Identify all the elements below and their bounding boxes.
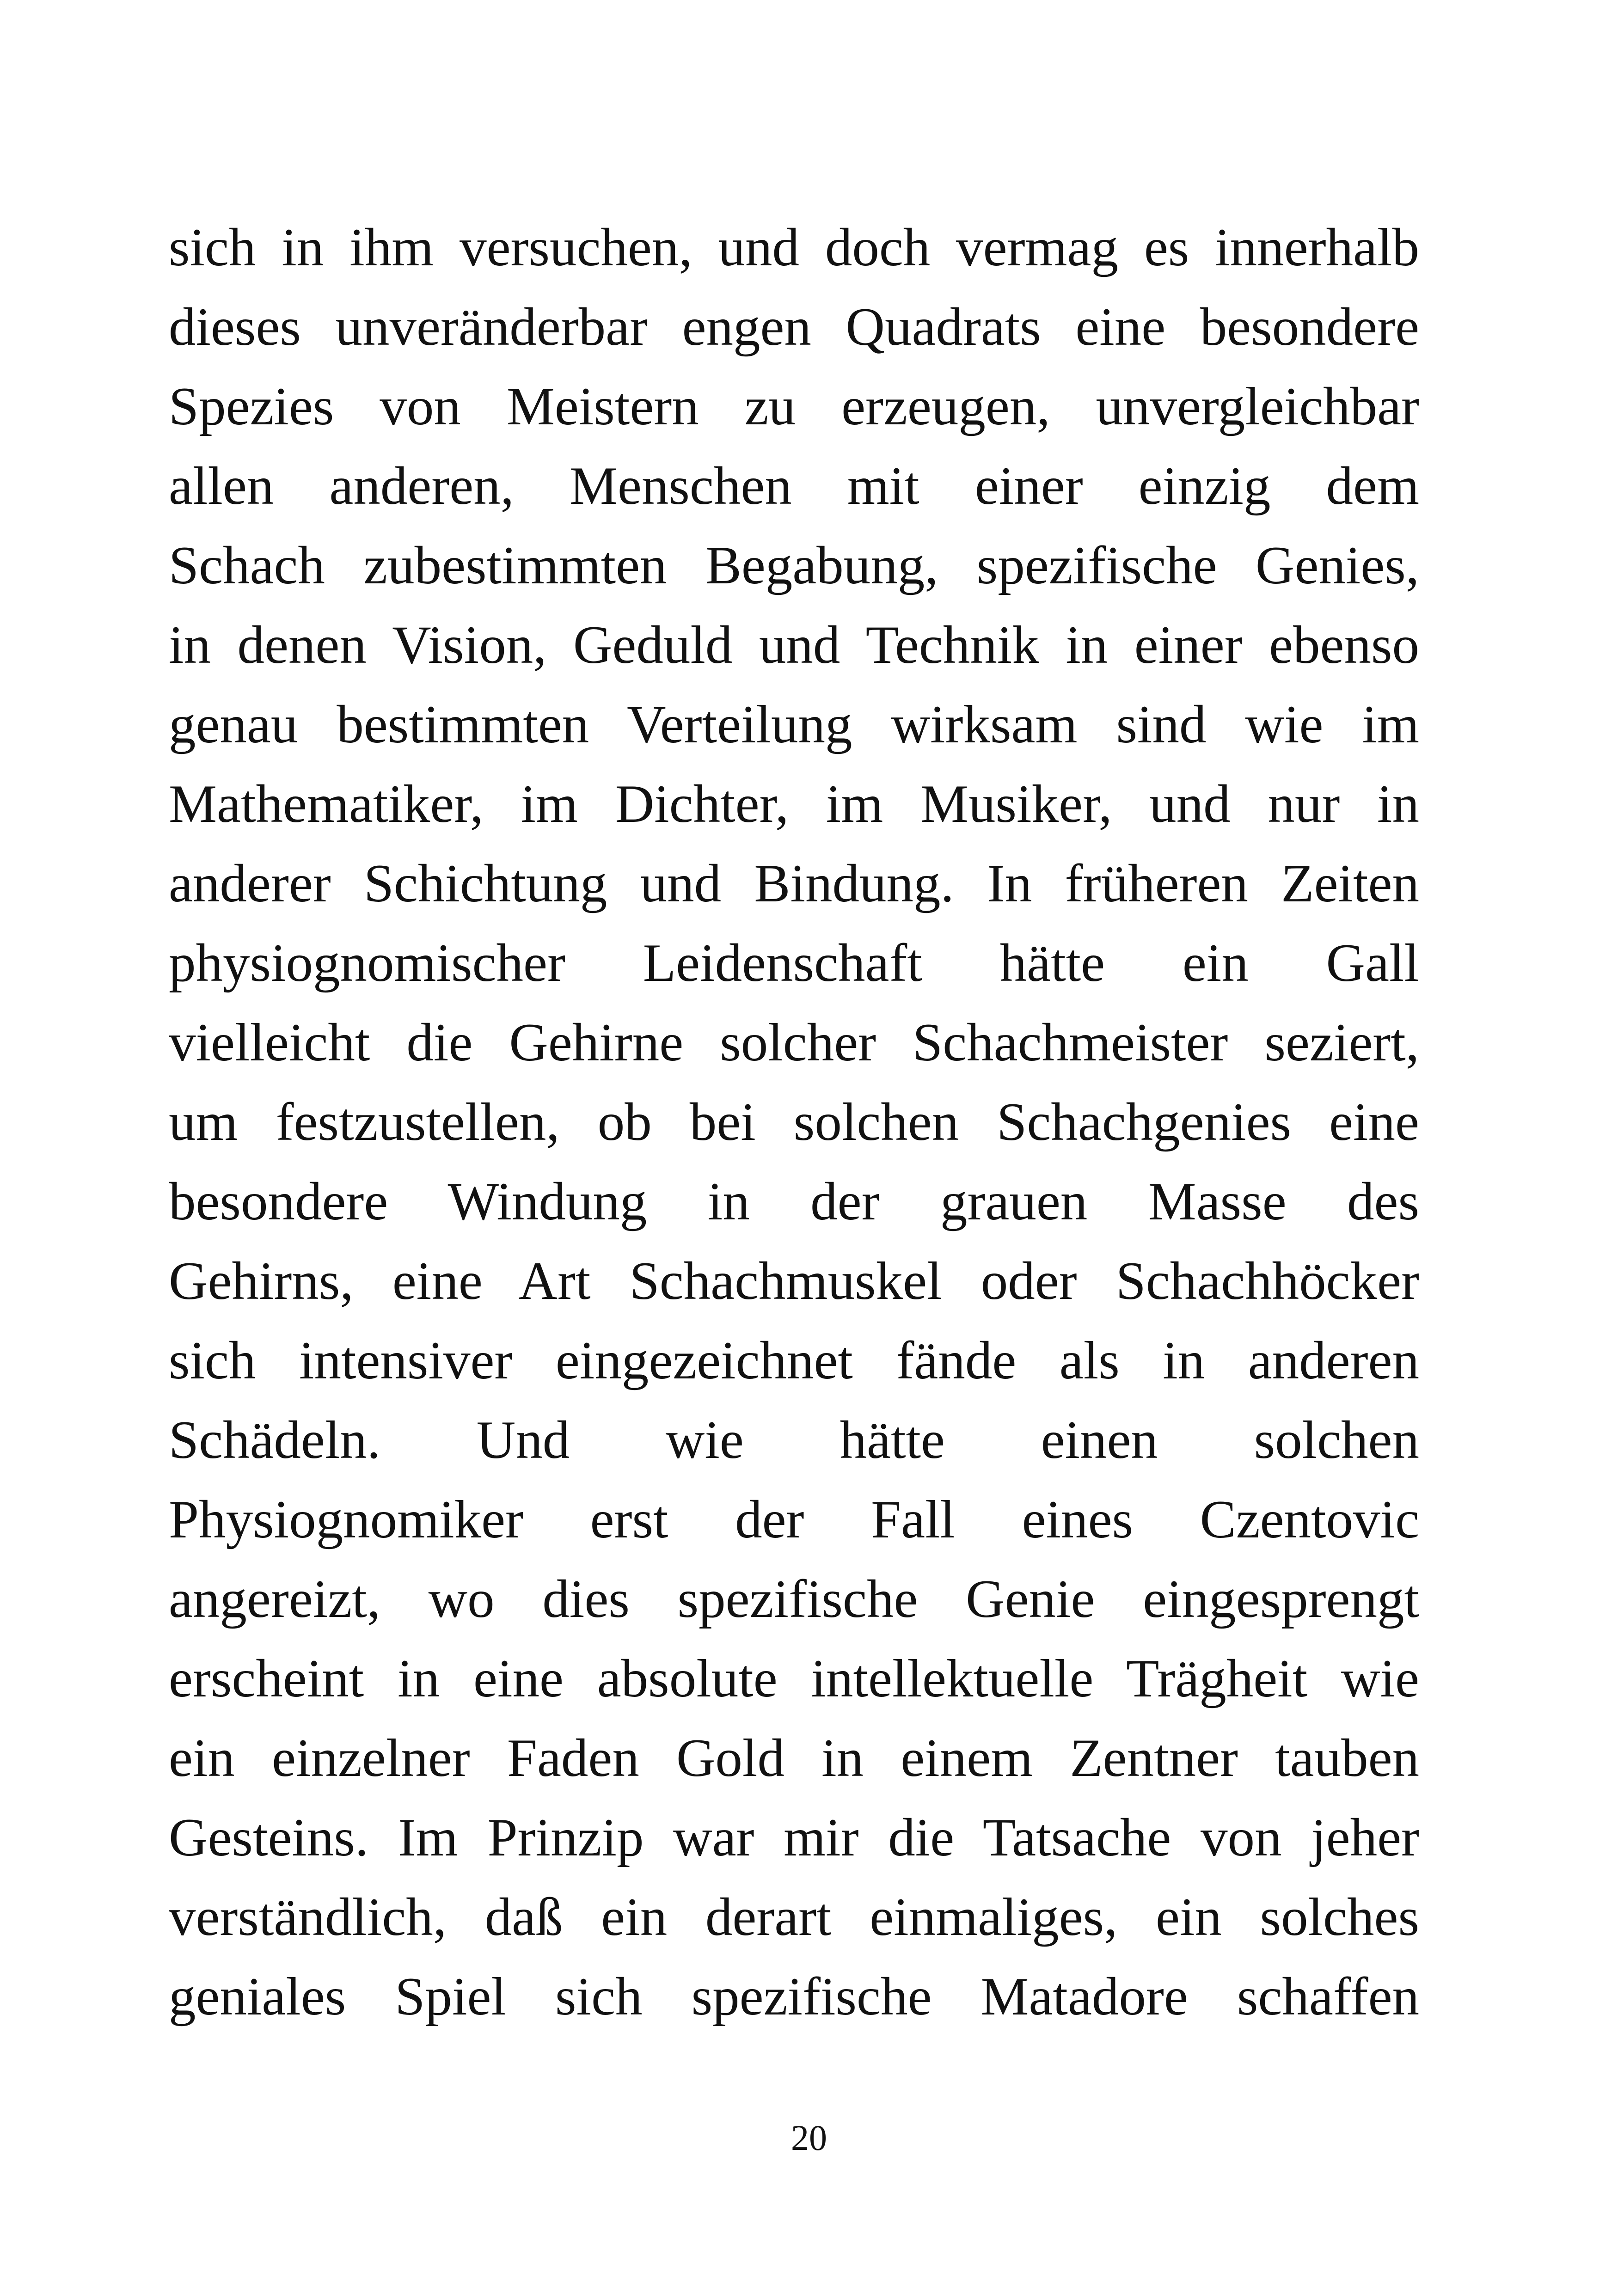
text-line: Gesteins. Im Prinzip war mir die Tatsache von jeher bbox=[169, 1808, 1419, 1867]
text-line: Physiognomiker erst der Fall eines Czentovic bbox=[169, 1490, 1419, 1549]
text-line: ein einzelner Faden Gold in einem Zentner tauben bbox=[169, 1728, 1419, 1788]
page-number: 20 bbox=[791, 2118, 827, 2158]
text-line: Schach zubestimmten Begabung, spezifische Genies, bbox=[169, 536, 1419, 595]
text-line: Schädeln. Und wie hätte einen solchen bbox=[169, 1410, 1419, 1470]
text-line: um festzustellen, ob bei solchen Schachgenies eine bbox=[169, 1092, 1419, 1152]
text-line: physiognomischer Leidenschaft hätte ein Gall bbox=[169, 933, 1419, 993]
text-line: anderer Schichtung und Bindung. In früheren Zeiten bbox=[169, 854, 1419, 913]
text-line: in denen Vision, Geduld und Technik in einer ebenso bbox=[169, 615, 1419, 675]
text-line: dieses unveränderbar engen Quadrats eine besondere bbox=[169, 297, 1419, 357]
text-line: sich intensiver eingezeichnet fände als in anderen bbox=[169, 1331, 1419, 1390]
text-line: erscheint in eine absolute intellektuelle Trägheit wie bbox=[169, 1649, 1419, 1708]
text-line: besondere Windung in der grauen Masse des bbox=[169, 1172, 1419, 1231]
text-line: Spezies von Meistern zu erzeugen, unvergleichbar bbox=[169, 377, 1419, 436]
text-line: Mathematiker, im Dichter, im Musiker, und nur in bbox=[169, 774, 1419, 834]
text-line: genau bestimmten Verteilung wirksam sind wie im bbox=[169, 695, 1419, 754]
text-line: allen anderen, Menschen mit einer einzig dem bbox=[169, 456, 1419, 516]
body-text bbox=[169, 208, 1419, 2037]
text-line: verständlich, daß ein derart einmaliges, ein solches bbox=[169, 1887, 1419, 1947]
text-line: vielleicht die Gehirne solcher Schachmeister seziert, bbox=[169, 1013, 1419, 1072]
text-line: geniales Spiel sich spezifische Matadore schaffen bbox=[169, 1967, 1419, 2027]
text-line: angereizt, wo dies spezifische Genie eingesprengt bbox=[169, 1569, 1419, 1629]
text-line: Gehirns, eine Art Schachmuskel oder Schachhöcker bbox=[169, 1251, 1419, 1311]
text-line: sich in ihm versuchen, und doch vermag es innerhalb bbox=[169, 218, 1419, 277]
